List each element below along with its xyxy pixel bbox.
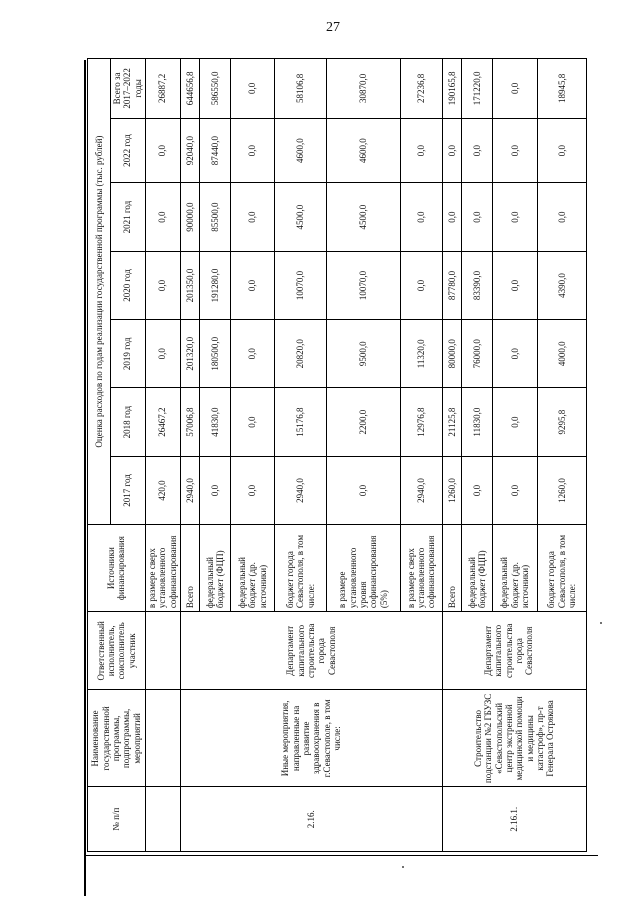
num-cell: 2.16. <box>180 787 442 852</box>
value-cell: 0,0 <box>493 183 537 251</box>
source-cell: Всего <box>180 525 200 612</box>
value-cell: 190165,8 <box>442 59 462 119</box>
header-year: 2019 год <box>110 320 145 388</box>
table-row <box>180 59 200 852</box>
source-cell: в размере установленного уровня софинансирования (5%) <box>326 525 400 612</box>
value-cell: 10070,0 <box>275 251 326 319</box>
value-cell: 12976,8 <box>400 388 442 456</box>
value-cell: 1260,0 <box>442 456 462 524</box>
value-cell: 0,0 <box>145 320 180 388</box>
page-number: 27 <box>326 20 340 35</box>
value-cell: 0,0 <box>537 183 586 251</box>
value-cell: 0,0 <box>400 251 442 319</box>
header-year: 2017 год <box>110 456 145 524</box>
value-cell: 1260,0 <box>537 456 586 524</box>
header-source: Источники финансирования <box>88 525 146 612</box>
value-cell: 2940,0 <box>180 456 200 524</box>
value-cell: 2940,0 <box>275 456 326 524</box>
value-cell: 0,0 <box>537 118 586 183</box>
executor-cell: Департамент капитального строительства города Севастополя <box>442 612 586 690</box>
table-row <box>442 59 462 852</box>
value-cell: 0,0 <box>231 456 275 524</box>
value-cell: 4500,0 <box>326 183 400 251</box>
value-cell: 92040,0 <box>180 118 200 183</box>
header-executor: Ответственный исполнитель, соисполнитель участник <box>88 612 146 690</box>
value-cell: 30870,0 <box>326 59 400 119</box>
header-name: Наименование государственной программы, подпрограммы, мероприятий <box>88 690 146 787</box>
value-cell: 83390,0 <box>462 251 493 319</box>
value-cell: 0,0 <box>145 118 180 183</box>
name-cell: Иные мероприятия, направленные на развитие здравоохранения в г.Севастополе, в том числе: <box>180 690 442 787</box>
value-cell: 201350,0 <box>180 251 200 319</box>
source-cell: в размере сверх установленного софинансирования <box>400 525 442 612</box>
value-cell: 0,0 <box>231 118 275 183</box>
source-cell: бюджет города Севастополя, в том числе: <box>275 525 326 612</box>
value-cell: 0,0 <box>462 456 493 524</box>
table-row <box>145 59 180 852</box>
value-cell: 57006,8 <box>180 388 200 456</box>
value-cell: 0,0 <box>442 183 462 251</box>
header-year-total: Всего за 2017–2022 годы <box>110 59 145 119</box>
binding-edge-line <box>84 60 86 896</box>
value-cell: 10070,0 <box>326 251 400 319</box>
value-cell: 9295,8 <box>537 388 586 456</box>
value-cell: 85500,0 <box>200 183 231 251</box>
value-cell: 76000,0 <box>462 320 493 388</box>
value-cell: 11320,0 <box>400 320 442 388</box>
value-cell: 0,0 <box>462 183 493 251</box>
value-cell: 41830,0 <box>200 388 231 456</box>
value-cell: 201320,0 <box>180 320 200 388</box>
value-cell: 87440,0 <box>200 118 231 183</box>
value-cell: 26467,2 <box>145 388 180 456</box>
value-cell: 0,0 <box>493 456 537 524</box>
value-cell: 0,0 <box>231 183 275 251</box>
value-cell: 15176,8 <box>275 388 326 456</box>
value-cell: 90000,0 <box>180 183 200 251</box>
value-cell: 0,0 <box>493 59 537 119</box>
source-cell: федеральный бюджет (ФЦП) <box>200 525 231 612</box>
value-cell: 20820,0 <box>275 320 326 388</box>
value-cell: 21125,8 <box>442 388 462 456</box>
header-year: 2020 год <box>110 251 145 319</box>
value-cell: 0,0 <box>442 118 462 183</box>
value-cell: 0,0 <box>231 59 275 119</box>
name-cell <box>145 690 180 787</box>
num-cell <box>145 787 180 852</box>
value-cell: 4600,0 <box>275 118 326 183</box>
header-estimate: Оценка расходов по годам реализации государственной программы (тыс. рублей) <box>88 59 111 525</box>
page-bottom-line <box>86 855 598 856</box>
header-num: № п/п <box>88 787 146 852</box>
value-cell: 171220,0 <box>462 59 493 119</box>
value-cell: 58106,8 <box>275 59 326 119</box>
source-cell: бюджет города Севастополя, в том числе: <box>537 525 586 612</box>
executor-cell <box>145 612 180 690</box>
value-cell: 27236,8 <box>400 59 442 119</box>
value-cell: 0,0 <box>493 320 537 388</box>
value-cell: 0,0 <box>400 183 442 251</box>
value-cell: 26887,2 <box>145 59 180 119</box>
scan-speck <box>600 622 602 624</box>
source-cell: федеральный бюджет (др. источники) <box>493 525 537 612</box>
value-cell: 644656,8 <box>180 59 200 119</box>
value-cell: 0,0 <box>200 456 231 524</box>
value-cell: 87780,0 <box>442 251 462 319</box>
value-cell: 18945,8 <box>537 59 586 119</box>
value-cell: 4390,0 <box>537 251 586 319</box>
value-cell: 191280,0 <box>200 251 231 319</box>
source-cell: федеральный бюджет (др. источники) <box>231 525 275 612</box>
executor-cell: Департамент капитального строительства города Севастополя <box>180 612 442 690</box>
value-cell: 0,0 <box>145 183 180 251</box>
value-cell: 4600,0 <box>326 118 400 183</box>
num-cell: 2.16.1. <box>442 787 586 852</box>
header-year: 2018 год <box>110 388 145 456</box>
value-cell: 0,0 <box>145 251 180 319</box>
value-cell: 0,0 <box>462 118 493 183</box>
value-cell: 586550,0 <box>200 59 231 119</box>
value-cell: 0,0 <box>326 456 400 524</box>
value-cell: 180500,0 <box>200 320 231 388</box>
value-cell: 0,0 <box>231 251 275 319</box>
value-cell: 0,0 <box>493 388 537 456</box>
value-cell: 0,0 <box>231 320 275 388</box>
header-year: 2022 год <box>110 118 145 183</box>
value-cell: 9500,0 <box>326 320 400 388</box>
value-cell: 4000,0 <box>537 320 586 388</box>
header-year: 2021 год <box>110 183 145 251</box>
value-cell: 0,0 <box>493 251 537 319</box>
value-cell: 2200,0 <box>326 388 400 456</box>
value-cell: 420,0 <box>145 456 180 524</box>
rotated-budget-table <box>87 58 587 852</box>
value-cell: 4500,0 <box>275 183 326 251</box>
value-cell: 0,0 <box>231 388 275 456</box>
scan-speck <box>402 866 404 868</box>
value-cell: 0,0 <box>400 118 442 183</box>
value-cell: 2940,0 <box>400 456 442 524</box>
name-cell: Строительство подстанции №2 ГБУЗС «Севастопольский центр экстренной медицинской помощи и медицины катастроф», пр-т Генерала Острякова <box>442 690 586 787</box>
source-cell: федеральный бюджет (ФЦП) <box>462 525 493 612</box>
value-cell: 80000,0 <box>442 320 462 388</box>
source-cell: Всего <box>442 525 462 612</box>
value-cell: 11830,0 <box>462 388 493 456</box>
source-cell: в размере сверх установленного софинансирования <box>145 525 180 612</box>
value-cell: 0,0 <box>493 118 537 183</box>
budget-table <box>87 58 587 852</box>
